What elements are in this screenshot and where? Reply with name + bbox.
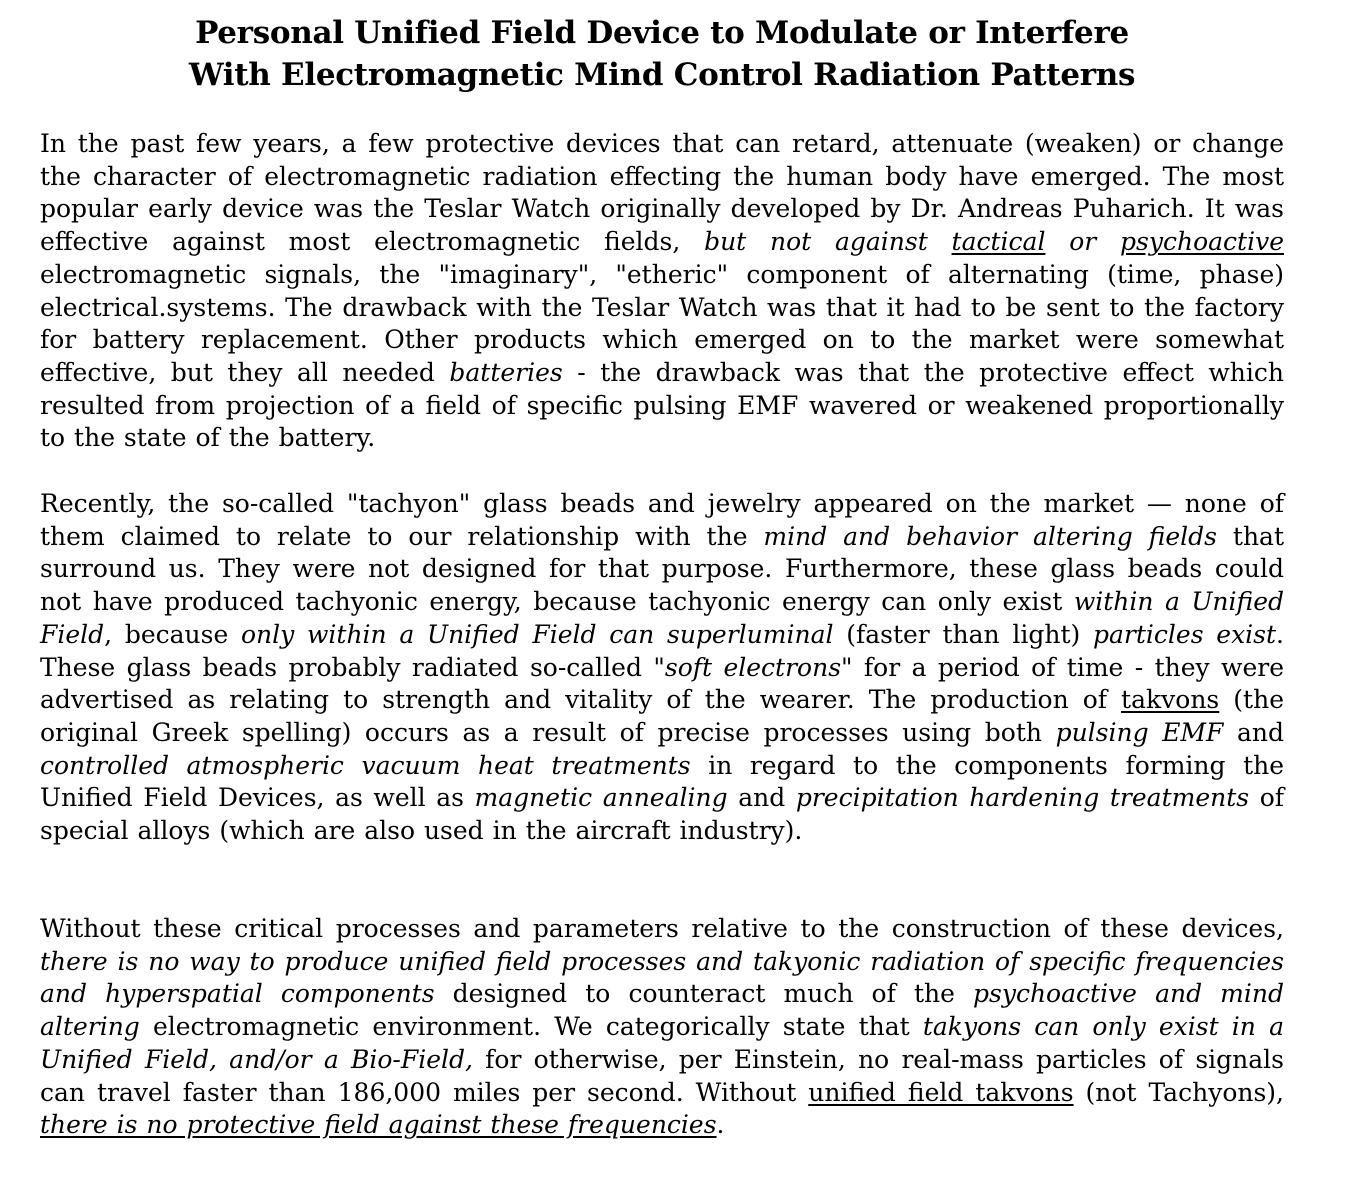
text-run: and — [1223, 717, 1284, 747]
underlined-term: unified field takvons — [808, 1077, 1074, 1107]
italic-run — [1120, 227, 1284, 256]
text-run: for otherwise, per Einstein, no real-mass particles of signals can travel faster than 186,000 miles per second. Without — [40, 1044, 1284, 1107]
italic-run: psychoactive and mind altering — [40, 979, 1284, 1042]
italic-run: particles exist — [1093, 619, 1277, 649]
italic-run: only within a Unified Field can superluminal — [241, 619, 834, 649]
text-run: (the original Greek spelling) occurs as a result of precise processes using both — [40, 685, 1284, 747]
italic-run: batteries — [449, 357, 563, 387]
underlined-term: there is no protective field against these frequencies — [40, 1110, 717, 1140]
italic-run: mind and behavior altering fields — [763, 521, 1217, 551]
text-run: . These glass beads probably radiated so-called — [40, 619, 1284, 682]
italic-run: or — [1045, 227, 1121, 257]
paragraph-1 — [40, 128, 1284, 455]
italic-run — [952, 227, 1046, 256]
text-run: designed to counteract much of the — [434, 979, 973, 1009]
underlined-term: tactical — [951, 227, 1046, 257]
text-run: In the past few years, a few protective devices that can retard, attenuate (weaken) or change the character of electromagnetic radiation effecting the human body have emerged. The most popular early device was the Teslar Watch originally developed by Dr. Andreas Puharich. It was effective against most electromagnetic fields, — [40, 129, 1284, 257]
paragraph-3 — [40, 913, 1284, 1142]
italic-run: takyons can only exist in a Unified Field, and/or a Bio-Field, — [40, 1012, 1284, 1074]
text-run: of special alloys (which are also used in the aircraft industry). — [40, 783, 1284, 846]
text-run: and — [727, 783, 796, 813]
italic-run: but not against — [704, 227, 952, 257]
text-run: Without these critical processes and parameters relative to the construction of these devices, — [40, 914, 1284, 943]
underlined-term: takvons — [1121, 685, 1220, 715]
italic-run: pulsing EMF — [1055, 717, 1224, 747]
text-run: electromagnetic signals, the "imaginary", "etheric" component of alternating (time, phase) electrical.systems. The drawback with the Teslar Watch was that it had to be sent to the factory for battery replacement. Other products which emerged on to the market were somewhat effective, but they all needed — [40, 259, 1284, 387]
paragraph-2 — [40, 488, 1284, 848]
text-run: (faster than light) — [833, 619, 1094, 649]
text-run: Recently, the so-called "tachyon" glass beads and jewelry appeared on the market — none of them claimed to relate to our relationship with the — [40, 489, 1284, 551]
italic-run: within a Unified Field — [40, 587, 1284, 649]
text-run: (not Tachyons), — [1073, 1077, 1284, 1107]
underlined-term: psychoactive — [1120, 227, 1284, 257]
text-run: that surround us. They were not designed for that purpose. Furthermore, these glass beads could not have produced tachyonic energy, because tachyonic energy can only exist — [40, 521, 1284, 617]
text-run: for a period of time - they were advertised as relating to strength and vitality of the wearer. The production of — [40, 652, 1284, 715]
italic-run: magnetic annealing — [474, 783, 728, 813]
text-run: - the drawback was that the protective effect which resulted from projection of a field of specific pulsing EMF wavered or weakened proportionally to the state of the battery. — [40, 357, 1284, 453]
italic-run: precipitation hardening treatments — [795, 783, 1250, 813]
title-line-1: Personal Unified Field Device to Modulate or Interfere — [195, 15, 1129, 51]
text-run: in regard to the components forming the Unified Field Devices, as well as — [40, 750, 1285, 813]
italic-run: controlled atmospheric vacuum heat treatments — [40, 750, 691, 780]
text-run: electromagnetic environment. We categorically state that — [139, 1012, 923, 1042]
italic-run: there is no way to produce unified field processes and takyonic radiation of specific frequencies and hyperspatial components — [40, 946, 1284, 1009]
title-line-2: With Electromagnetic Mind Control Radiation Patterns — [188, 57, 1136, 93]
italic-run — [40, 1110, 717, 1139]
page-title — [40, 12, 1284, 96]
text-run: . — [716, 1110, 725, 1140]
text-run: , because — [104, 619, 241, 649]
italic-run: "soft electrons" — [653, 652, 853, 682]
